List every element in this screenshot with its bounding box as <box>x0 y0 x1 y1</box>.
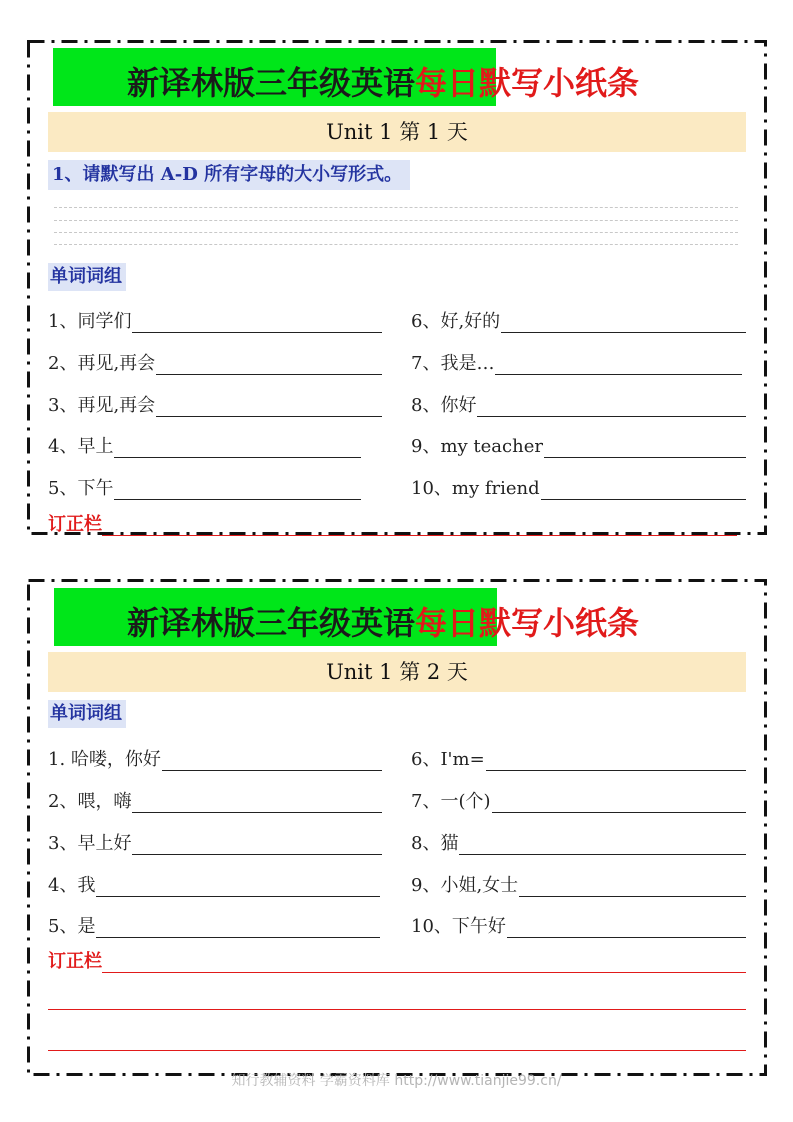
answer-line[interactable] <box>96 878 380 897</box>
answer-line[interactable] <box>492 794 747 813</box>
word-item-6[interactable] <box>411 745 746 771</box>
unit-bar <box>48 112 746 152</box>
answer-line[interactable] <box>477 398 746 417</box>
correction-label: 订正栏 <box>48 951 102 972</box>
correction-label: 订正栏 <box>48 514 102 535</box>
answer-line[interactable] <box>495 356 742 375</box>
word-label: 6、I'm= <box>411 749 485 770</box>
word-item-9[interactable] <box>411 871 746 897</box>
correction-line[interactable] <box>102 517 737 536</box>
word-label: 1、同学们 <box>48 311 132 332</box>
unit-bar <box>48 652 746 692</box>
answer-line[interactable] <box>507 919 746 938</box>
day-label: 第 1 天 <box>399 120 468 144</box>
word-label: 1. 哈喽，你好 <box>48 749 161 770</box>
answer-line[interactable] <box>156 398 382 417</box>
word-item-10[interactable] <box>411 912 746 938</box>
word-item-5[interactable] <box>48 912 380 938</box>
word-label: 4、早上 <box>48 436 114 457</box>
word-label: 3、早上好 <box>48 833 132 854</box>
word-item-8[interactable] <box>411 391 746 417</box>
word-label: 2、喂，嗨 <box>48 791 132 812</box>
writing-line-3 <box>54 232 738 233</box>
word-item-2[interactable] <box>48 349 382 375</box>
writing-line-2 <box>54 220 738 221</box>
title-main: 新译林版三年级英语 <box>126 64 415 102</box>
answer-line[interactable] <box>541 481 746 500</box>
dictation-card-2 <box>27 579 767 1076</box>
word-item-6[interactable] <box>411 307 746 333</box>
day-label: 第 2 天 <box>399 660 468 684</box>
answer-line[interactable] <box>114 481 361 500</box>
unit-label: Unit 1 <box>326 660 393 684</box>
correction-row[interactable] <box>48 947 746 973</box>
word-label: 2、再见,再会 <box>48 353 156 374</box>
word-item-5[interactable] <box>48 474 361 500</box>
word-item-8[interactable] <box>411 829 746 855</box>
correction-row[interactable] <box>48 510 737 536</box>
word-label: 9、my teacher <box>411 436 543 457</box>
word-item-2[interactable] <box>48 787 382 813</box>
title-red-note: 默写小纸条 <box>479 64 640 102</box>
footer-watermark: 知行教辅资料 学霸资料库 http://www.tianjie99.cn/ <box>231 1073 562 1089</box>
word-item-9[interactable] <box>411 432 746 458</box>
answer-line[interactable] <box>486 752 746 771</box>
letters-task: 1、请默写出 A-D 所有字母的大小写形式。 <box>48 160 410 190</box>
word-label: 8、你好 <box>411 395 477 416</box>
title-red-note: 默写小纸条 <box>479 604 640 642</box>
word-label: 7、我是… <box>411 353 495 374</box>
word-label: 8、猫 <box>411 833 459 854</box>
word-item-3[interactable] <box>48 391 382 417</box>
answer-line[interactable] <box>114 439 361 458</box>
answer-line[interactable] <box>459 836 746 855</box>
word-label: 4、我 <box>48 875 96 896</box>
section-title: 单词词组 <box>48 700 126 728</box>
unit-label: Unit 1 <box>326 120 393 144</box>
word-label: 5、下午 <box>48 478 114 499</box>
word-label: 6、好,好的 <box>411 311 501 332</box>
word-label: 9、小姐,女士 <box>411 875 519 896</box>
word-label: 3、再见,再会 <box>48 395 156 416</box>
title-red-daily: 每日 <box>414 604 479 642</box>
word-item-10[interactable] <box>411 474 746 500</box>
correction-line[interactable] <box>102 954 746 973</box>
answer-line[interactable] <box>501 314 746 333</box>
card-title <box>53 48 713 106</box>
writing-line-4 <box>54 244 738 245</box>
writing-line-1 <box>54 207 738 208</box>
correction-line-2[interactable] <box>48 1009 746 1010</box>
word-item-1[interactable] <box>48 745 382 771</box>
answer-line[interactable] <box>544 439 746 458</box>
word-label: 7、一(个) <box>411 791 491 812</box>
section-title: 单词词组 <box>48 263 126 291</box>
word-label: 5、是 <box>48 916 96 937</box>
word-item-7[interactable] <box>411 349 742 375</box>
answer-line[interactable] <box>132 314 382 333</box>
word-item-4[interactable] <box>48 432 361 458</box>
answer-line[interactable] <box>156 356 382 375</box>
title-red-daily: 每日 <box>414 64 479 102</box>
card-title <box>53 588 713 646</box>
answer-line[interactable] <box>132 836 382 855</box>
dictation-card-1 <box>27 40 767 535</box>
word-item-7[interactable] <box>411 787 746 813</box>
word-label: 10、my friend <box>411 478 540 499</box>
answer-line[interactable] <box>132 794 382 813</box>
answer-line[interactable] <box>96 919 380 938</box>
word-label: 10、下午好 <box>411 916 506 937</box>
word-item-3[interactable] <box>48 829 382 855</box>
word-item-4[interactable] <box>48 871 380 897</box>
answer-line[interactable] <box>519 878 746 897</box>
answer-line[interactable] <box>162 752 382 771</box>
correction-line-3[interactable] <box>48 1050 746 1051</box>
title-main: 新译林版三年级英语 <box>126 604 415 642</box>
word-item-1[interactable] <box>48 307 382 333</box>
